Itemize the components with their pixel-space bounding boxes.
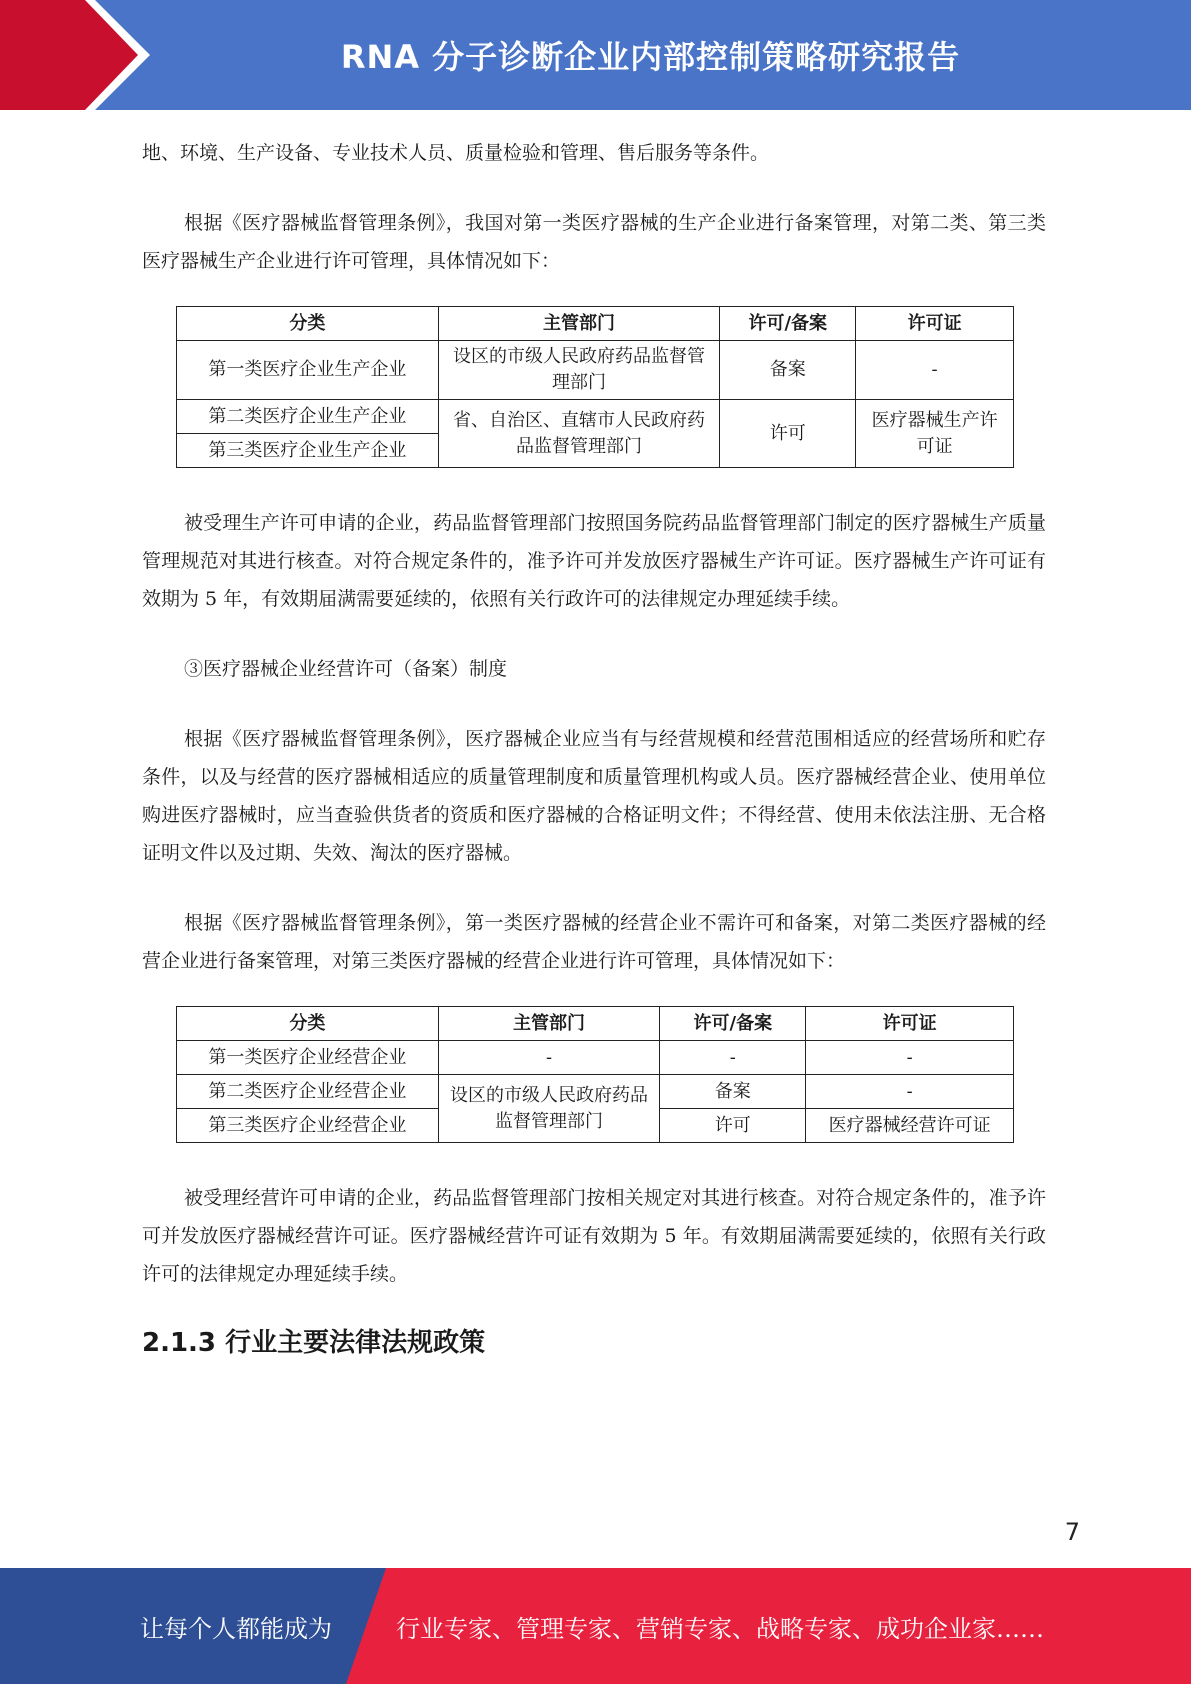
table-cell: - (856, 341, 1014, 400)
subsection-title: ③医疗器械企业经营许可（备案）制度 (184, 658, 508, 680)
paragraph: 根据《医疗器械监督管理条例》，第一类医疗器械的经营企业不需许可和备案，对第二类医疗器械的经营企业进行备案管理，对第三类医疗器械的经营企业进行许可管理，具体情况如下： (142, 912, 1046, 972)
report-title: RNA 分子诊断企业内部控制策略研究报告 (340, 38, 961, 76)
table-cell: 第三类医疗企业生产企业 (177, 434, 439, 468)
table-header: 许可证 (856, 307, 1014, 341)
table-cell: 第三类医疗企业经营企业 (177, 1109, 439, 1143)
page-number: 7 (1064, 1518, 1080, 1546)
section-heading: 2.1.3 行业主要法律法规政策 (142, 1328, 486, 1358)
table-header: 分类 (177, 1007, 439, 1041)
page-header (0, 0, 1191, 110)
table-header: 许可/备案 (720, 307, 856, 341)
table-cell: - (806, 1075, 1014, 1109)
table-cell: 医疗器械经营许可证 (806, 1109, 1014, 1143)
table-cell: 第一类医疗企业经营企业 (177, 1041, 439, 1075)
paragraph: 根据《医疗器械监督管理条例》，我国对第一类医疗器械的生产企业进行备案管理，对第二类、第三类医疗器械生产企业进行许可管理，具体情况如下： (142, 212, 1046, 272)
footer-slogan-left: 让每个人都能成为 (140, 1614, 332, 1643)
table-cell: 第二类医疗企业生产企业 (177, 400, 439, 434)
table-header: 分类 (177, 307, 439, 341)
table-cell: - (806, 1041, 1014, 1075)
table-header: 许可证 (806, 1007, 1014, 1041)
table-header: 许可/备案 (660, 1007, 806, 1041)
table-cell: 第二类医疗企业经营企业 (177, 1075, 439, 1109)
table-header: 主管部门 (438, 307, 720, 341)
page-content (142, 134, 1046, 1363)
operation-license-table (176, 1006, 1014, 1143)
table-cell: 许可 (720, 400, 856, 468)
production-license-table (176, 306, 1014, 468)
table-cell: 第一类医疗企业生产企业 (177, 341, 439, 400)
table-cell: 许可 (660, 1109, 806, 1143)
table-cell: - (660, 1041, 806, 1075)
table-cell: 备案 (660, 1075, 806, 1109)
page-footer (0, 1568, 1191, 1684)
table-cell: 设区的市级人民政府药品监督管理部门 (438, 1075, 660, 1143)
table-cell: 省、自治区、直辖市人民政府药品监督管理部门 (438, 400, 720, 468)
paragraph: 根据《医疗器械监督管理条例》，医疗器械企业应当有与经营规模和经营范围相适应的经营场所和贮存条件，以及与经营的医疗器械相适应的质量管理制度和质量管理机构或人员。医疗器械经营企业、使用单位购进医疗器械时，应当查验供货者的资质和医疗器械的合格证明文件；不得经营、使用未依法注册、无合格证明文件以及过期、失效、淘汰的医疗器械。 (142, 728, 1046, 864)
paragraph: 被受理经营许可申请的企业，药品监督管理部门按相关规定对其进行核查。对符合规定条件的，准予许可并发放医疗器械经营许可证。医疗器械经营许可证有效期为 5 年。有效期届满需要延续的，依照有关行政许可的法律规定办理延续手续。 (142, 1187, 1046, 1285)
table-cell: 备案 (720, 341, 856, 400)
table-cell: - (438, 1041, 660, 1075)
paragraph: 被受理生产许可申请的企业，药品监督管理部门按照国务院药品监督管理部门制定的医疗器械生产质量管理规范对其进行核查。对符合规定条件的，准予许可并发放医疗器械生产许可证。医疗器械生产许可证有效期为 5 年，有效期届满需要延续的，依照有关行政许可的法律规定办理延续手续。 (142, 512, 1046, 610)
table-cell: 医疗器械生产许可证 (856, 400, 1014, 468)
table-header: 主管部门 (438, 1007, 660, 1041)
footer-slogan-right: 行业专家、管理专家、营销专家、战略专家、成功企业家…… (396, 1614, 1044, 1643)
header-flag-icon (0, 0, 160, 110)
table-cell: 设区的市级人民政府药品监督管理部门 (438, 341, 720, 400)
paragraph: 地、环境、生产设备、专业技术人员、质量检验和管理、售后服务等条件。 (142, 142, 770, 164)
